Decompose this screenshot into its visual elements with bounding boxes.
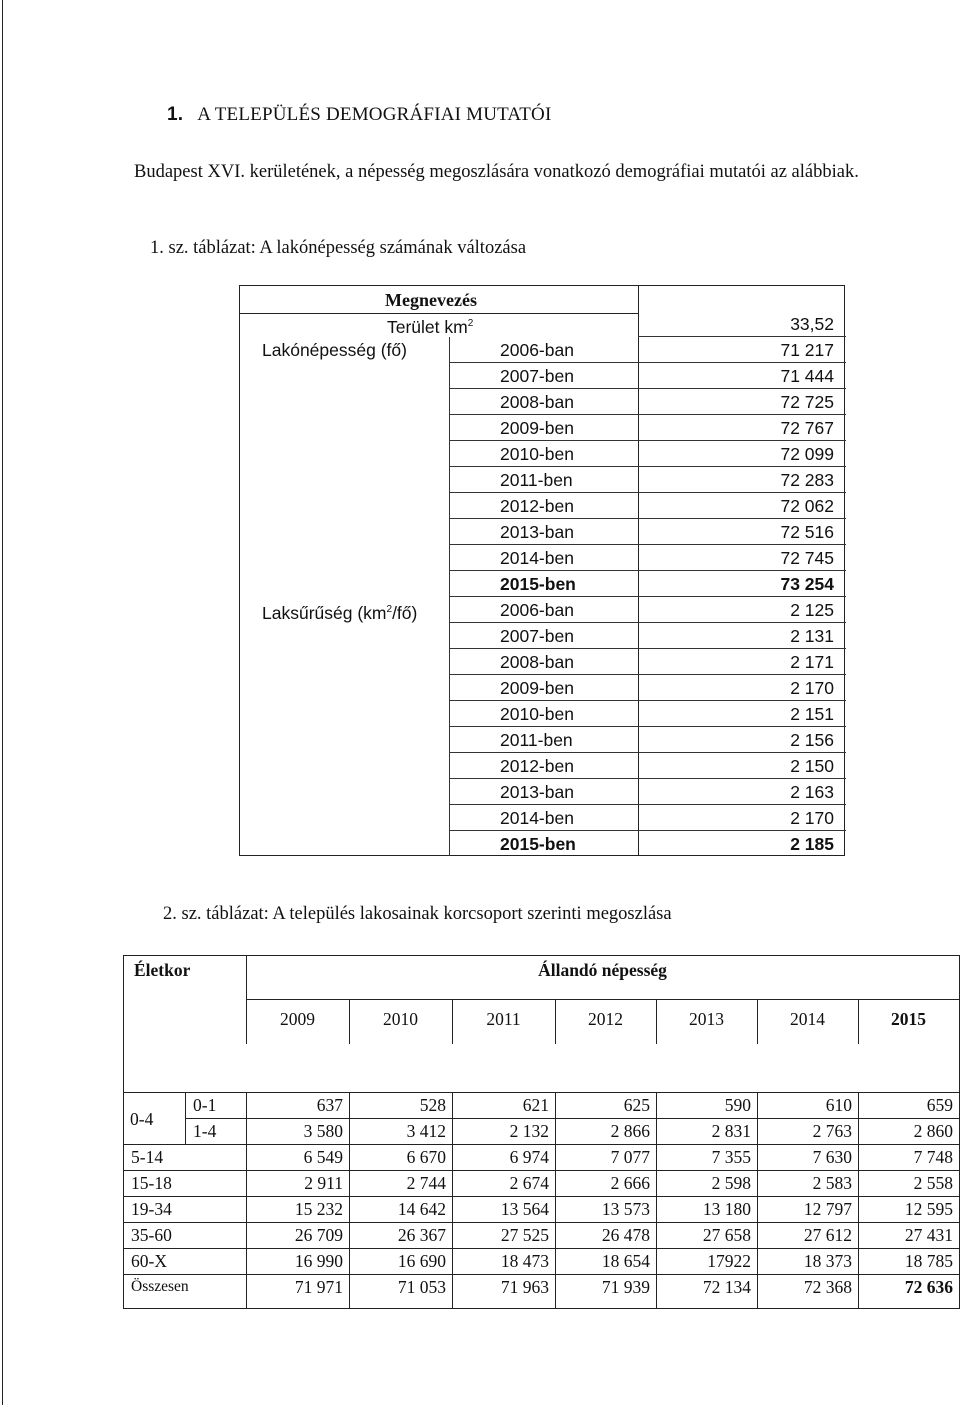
table2-value-cell: 15 232	[294, 1199, 343, 1219]
table2-row-label: 5-14	[131, 1147, 164, 1167]
table1-value-cell: 72 767	[780, 418, 834, 438]
table2-left-border	[123, 955, 124, 1308]
table2-value-cell: 637	[316, 1095, 343, 1115]
table2-year-header: 2014	[790, 1009, 825, 1029]
table2-year-header: 2015	[891, 1009, 926, 1029]
table1-value-cell: 71 444	[780, 366, 834, 386]
table2-row-label: 1-4	[193, 1121, 217, 1141]
table2-value-cell: 7 355	[711, 1147, 751, 1167]
table2-value-cell: 12 797	[803, 1199, 852, 1219]
table2-age-header: Életkor	[134, 960, 191, 980]
table2-value-cell: 27 612	[803, 1225, 852, 1245]
table2-year-header: 2013	[689, 1009, 724, 1029]
table1-value-cell: 2 170	[790, 808, 834, 828]
section-heading	[167, 104, 552, 126]
table2-caption: 2. sz. táblázat: A település lakosainak korcsoport szerinti megoszlása	[163, 904, 672, 924]
table2-value-cell: 18 473	[500, 1251, 549, 1271]
table2-value-cell: 13 564	[500, 1199, 549, 1219]
table1-value-cell: 2 163	[790, 782, 834, 802]
table1-row-divider	[638, 336, 846, 337]
table1-year-cell: 2008-ban	[500, 392, 574, 412]
table2-row-label: 35-60	[131, 1225, 172, 1245]
table1-year-cell: 2012-ben	[500, 756, 574, 776]
table1-value-cell: 72 516	[780, 522, 834, 542]
table2-value-cell: 2 132	[509, 1121, 549, 1141]
table2-value-cell: 2 744	[406, 1173, 446, 1193]
table1-value-cell: 71 217	[780, 340, 834, 360]
table2-value-cell: 3 580	[303, 1121, 343, 1141]
table2-value-cell: 26 367	[397, 1225, 446, 1245]
table1-year-cell: 2009-ben	[500, 418, 574, 438]
table2-value-cell: 13 573	[601, 1199, 650, 1219]
table1-value-cell: 2 125	[790, 600, 834, 620]
table2-value-cell: 16 690	[397, 1251, 446, 1271]
section-title: A TELEPÜLÉS DEMOGRÁFIAI MUTATÓI	[197, 104, 552, 125]
table2-row-label: 15-18	[131, 1173, 172, 1193]
table2-value-cell: 18 785	[904, 1251, 953, 1271]
table2-value-cell: 6 974	[509, 1147, 549, 1167]
table1-header: Megnevezés	[385, 290, 477, 310]
table2-value-cell: 26 478	[601, 1225, 650, 1245]
table2-value-cell: 528	[419, 1095, 446, 1115]
table2-value-cell: 2 860	[913, 1121, 953, 1141]
table2-value-cell: 7 748	[913, 1147, 953, 1167]
table2-value-cell: 12 595	[904, 1199, 953, 1219]
table2-row-label: 0-1	[193, 1095, 217, 1115]
table2-value-cell: 625	[623, 1095, 650, 1115]
table1-value-cell: 2 131	[790, 626, 834, 646]
table2-value-cell: 7 630	[812, 1147, 852, 1167]
population-label: Lakónépesség (fő)	[262, 340, 407, 360]
table2-value-cell: 18 373	[803, 1251, 852, 1271]
table2-bottom-border	[123, 1308, 960, 1309]
table1-value-cell: 2 156	[790, 730, 834, 750]
table2-value-cell: 610	[825, 1095, 852, 1115]
table2-value-cell: 2 866	[610, 1121, 650, 1141]
age-group-table	[123, 955, 960, 1309]
table1-value-cell: 72 283	[780, 470, 834, 490]
table1-year-cell: 2008-ban	[500, 652, 574, 672]
table2-value-cell: 72 368	[803, 1277, 852, 1297]
table1-year-cell: 2015-ben	[500, 834, 576, 854]
table2-value-cell: 2 674	[509, 1173, 549, 1193]
table2-value-cell: 72 134	[702, 1277, 751, 1297]
table1-year-divider	[449, 337, 450, 856]
table2-value-cell: 18 654	[601, 1251, 650, 1271]
table2-value-cell: 621	[522, 1095, 549, 1115]
table2-row-label: Összesen	[131, 1278, 189, 1295]
table2-value-cell: 27 525	[500, 1225, 549, 1245]
table1-value-cell: 73 254	[780, 574, 834, 594]
area-value: 33,52	[790, 314, 834, 334]
table1-year-cell: 2010-ben	[500, 704, 574, 724]
table2-value-cell: 2 831	[711, 1121, 751, 1141]
table1-year-cell: 2011-ben	[500, 470, 573, 490]
table2-year-header: 2009	[280, 1009, 315, 1029]
table2-year-header: 2010	[383, 1009, 418, 1029]
table1-year-cell: 2013-ban	[500, 522, 574, 542]
table2-top-border	[123, 955, 960, 956]
table2-group-label: 0-4	[130, 1109, 154, 1129]
table2-value-cell: 2 666	[610, 1173, 650, 1193]
table2-value-cell: 71 971	[294, 1277, 343, 1297]
table2-row-label: 60-X	[131, 1251, 167, 1271]
table1-year-cell: 2009-ben	[500, 678, 574, 698]
table1-value-cell: 72 062	[780, 496, 834, 516]
table2-value-cell: 2 558	[913, 1173, 953, 1193]
population-table	[239, 285, 845, 856]
table2-value-cell: 6 670	[406, 1147, 446, 1167]
table2-value-cell: 2 583	[812, 1173, 852, 1193]
table1-year-cell: 2013-ban	[500, 782, 574, 802]
table2-value-cell: 27 658	[702, 1225, 751, 1245]
table1-year-cell: 2006-ban	[500, 340, 574, 360]
table2-value-cell: 2 911	[304, 1173, 343, 1193]
table1-year-cell: 2011-ben	[500, 730, 573, 750]
table2-value-cell: 7 077	[610, 1147, 650, 1167]
table1-year-cell: 2014-ben	[500, 548, 574, 568]
table2-value-cell: 27 431	[904, 1225, 953, 1245]
table2-row-label: 19-34	[131, 1199, 172, 1219]
table1-year-cell: 2014-ben	[500, 808, 574, 828]
table2-value-cell: 6 549	[303, 1147, 343, 1167]
table2-value-cell: 71 053	[397, 1277, 446, 1297]
table1-value-cell: 2 185	[790, 834, 834, 854]
table2-value-cell: 26 709	[294, 1225, 343, 1245]
table2-value-cell: 16 990	[294, 1251, 343, 1271]
table1-year-cell: 2010-ben	[500, 444, 574, 464]
table2-value-cell: 2 763	[812, 1121, 852, 1141]
table2-value-cell: 590	[724, 1095, 751, 1115]
table2-value-cell: 14 642	[397, 1199, 446, 1219]
table1-year-cell: 2007-ben	[500, 626, 574, 646]
intro-paragraph: Budapest XVI. kerületének, a népesség megoszlására vonatkozó demográfiai mutatói az alábbiak.	[134, 162, 859, 182]
table2-year-header: 2011	[486, 1009, 521, 1029]
table2-value-cell: 72 636	[904, 1277, 953, 1297]
table1-value-cell: 2 171	[790, 652, 834, 672]
table2-header-divider	[246, 999, 959, 1000]
table2-value-cell: 2 598	[711, 1173, 751, 1193]
table2-value-cell: 13 180	[702, 1199, 751, 1219]
table1-value-cell: 2 150	[790, 756, 834, 776]
table2-year-header: 2012	[588, 1009, 623, 1029]
table1-year-cell: 2012-ben	[500, 496, 574, 516]
table1-value-cell: 2 170	[790, 678, 834, 698]
area-label: Terület $km^2$	[387, 316, 474, 337]
table1-year-cell: 2006-ban	[500, 600, 574, 620]
table2-value-cell: 71 963	[500, 1277, 549, 1297]
table1-year-cell: 2007-ben	[500, 366, 574, 386]
table2-value-cell: 659	[926, 1095, 953, 1115]
table1-caption: 1. sz. táblázat: A lakónépesség számának változása	[150, 238, 527, 258]
table1-value-cell: 72 099	[780, 444, 834, 464]
table1-value-cell: 72 745	[780, 548, 834, 568]
density-label: Laksűrűség $(km^2/fő)$	[262, 602, 418, 623]
page-left-border	[2, 0, 3, 1405]
table2-value-cell: 71 939	[601, 1277, 650, 1297]
table2-group-header: Állandó népesség	[538, 960, 667, 980]
section-number: 1.	[167, 104, 184, 125]
table2-header-divider	[246, 955, 247, 999]
table1-value-cell: 2 151	[790, 704, 834, 724]
table1-year-cell: 2015-ben	[500, 574, 576, 594]
table2-value-cell: 17922	[707, 1251, 751, 1271]
table2-value-cell: 3 412	[406, 1121, 446, 1141]
table1-value-cell: 72 725	[780, 392, 834, 412]
